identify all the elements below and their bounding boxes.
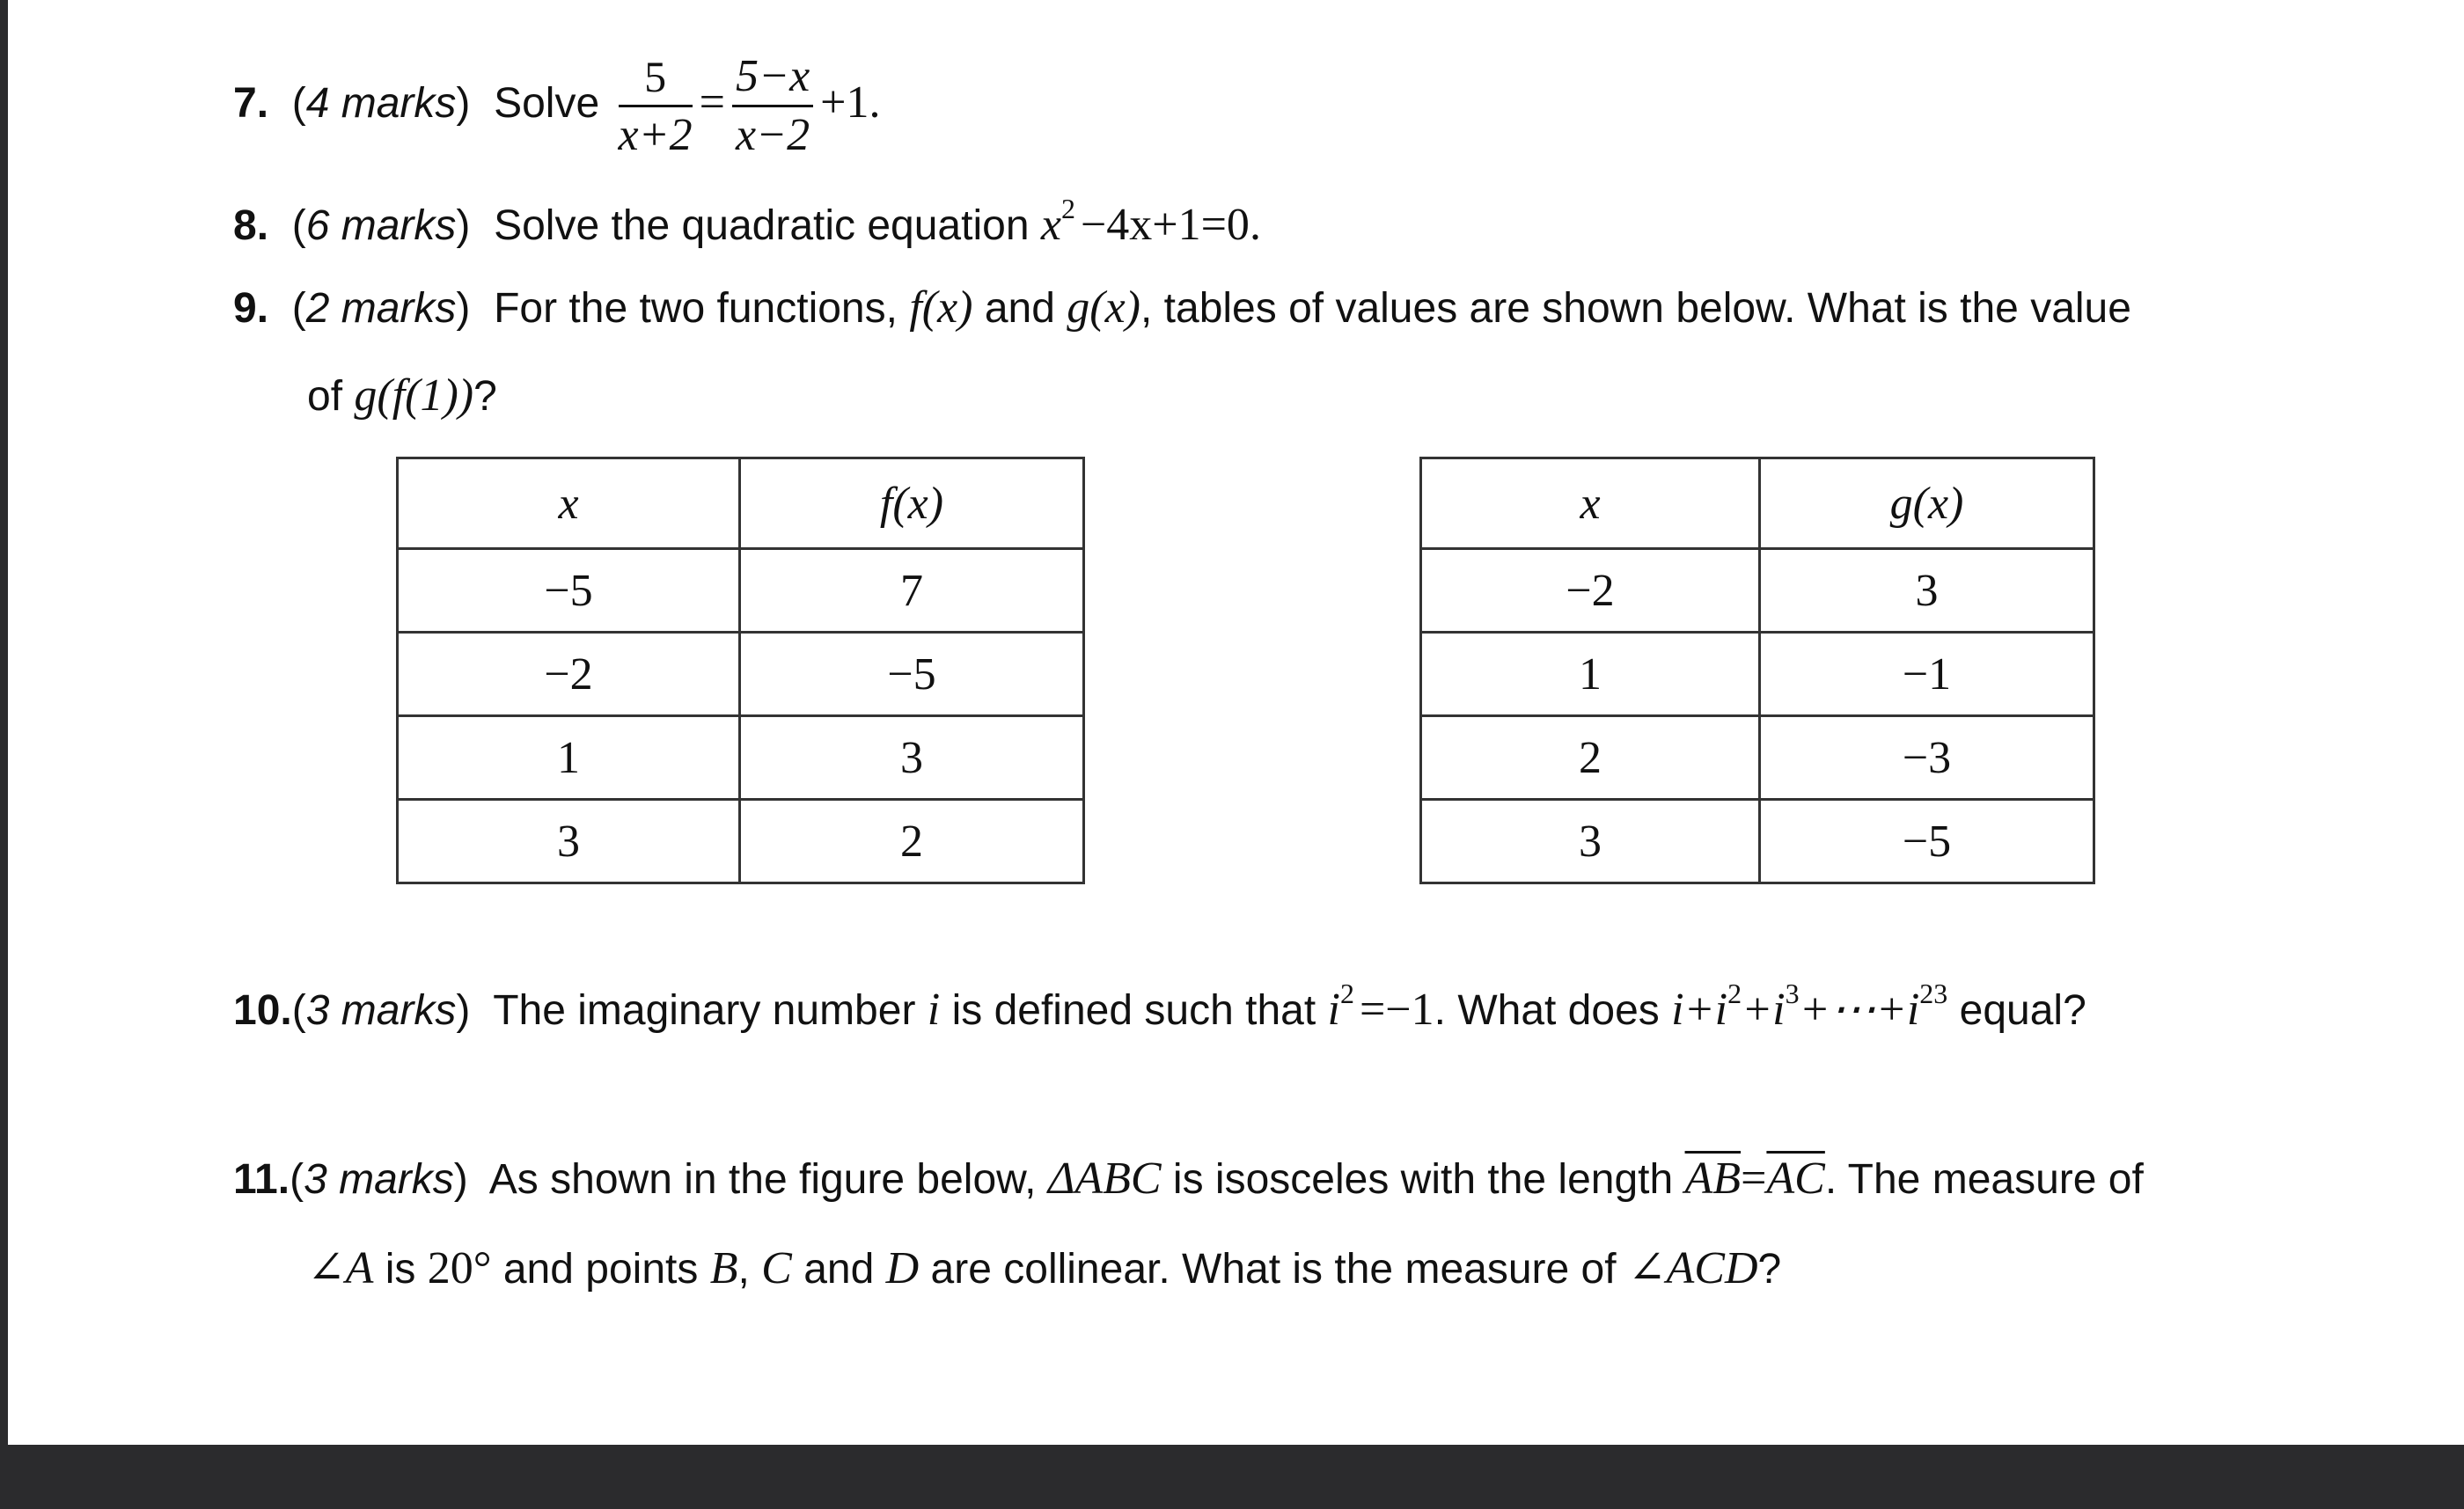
question-text: For the two functions, [494, 285, 898, 332]
def-base: i [1327, 985, 1340, 1035]
question-text-continued: and points [502, 1246, 699, 1293]
question-mark: ? [1757, 1246, 1782, 1293]
header-fx: f(x) [740, 458, 1084, 549]
table-row [1421, 716, 2094, 800]
sum-expression: i+i [1671, 985, 1728, 1035]
header-gx: g(x) [1760, 458, 2094, 549]
table-f [396, 457, 1085, 884]
g-expression: g(x) [1067, 282, 1140, 333]
segment-ab: $\overline{AB}$ [1684, 1154, 1742, 1204]
question-marks: 3 marks [305, 987, 457, 1034]
equals-sign: = [699, 77, 725, 128]
table-g [1419, 457, 2095, 884]
question-number: 8. [233, 202, 269, 249]
question-text: Solve [494, 80, 600, 127]
question-text-continued: . What does [1434, 987, 1660, 1034]
cell: −3 [1760, 716, 2094, 800]
cell: 3 [740, 716, 1084, 800]
question-marks: 2 marks [305, 285, 457, 332]
question-text: As shown in the figure below, [488, 1156, 1037, 1203]
table-header-row [398, 458, 1084, 549]
question-text: Solve the quadratic equation [494, 202, 1030, 249]
question-marks: 6 marks [305, 202, 457, 249]
exponent: 2 [1060, 193, 1075, 224]
composite-expression: g(f(1)) [354, 370, 474, 421]
question-text-continued: is defined such that [951, 987, 1316, 1034]
exponent: 2 [1727, 978, 1742, 1009]
angle-a: ∠A [307, 1243, 374, 1293]
table-row [1421, 549, 2094, 633]
cell: 2 [1421, 716, 1760, 800]
exponent: 2 [1339, 978, 1354, 1009]
equation-tail: +1. [820, 77, 881, 128]
header-x: x [1421, 458, 1760, 549]
table-row [1421, 800, 2094, 883]
question-marks: 3 marks [304, 1156, 454, 1203]
exponent: 3 [1785, 978, 1800, 1009]
point-d: D [885, 1243, 920, 1293]
question-text-continued: is isosceles with the length [1172, 1156, 1674, 1203]
table-row [398, 716, 1084, 800]
angle-measure: 20° [427, 1243, 492, 1293]
question-number: 11. [233, 1156, 290, 1203]
cell: 1 [1421, 633, 1760, 716]
question-10: 10.(3 marks) The imaginary number i is defined such that $i^2 =-1$. What does $i+i^2+i^3+\cdots+i^{23}$ equal? [233, 978, 2086, 1035]
cell: −5 [398, 549, 740, 633]
question-text-continued: . The measure of [1824, 1156, 2144, 1203]
question-mark: ? [473, 373, 497, 420]
cell: 1 [398, 716, 740, 800]
table-row [398, 633, 1084, 716]
equals-sign: = [1741, 1154, 1767, 1204]
cell: −5 [740, 633, 1084, 716]
angle-acd: ∠ACD [1627, 1243, 1758, 1293]
cell: 7 [740, 549, 1084, 633]
question-text: The imaginary number [493, 987, 916, 1034]
exponent: 23 [1919, 978, 1948, 1009]
point-b: B [709, 1243, 738, 1293]
document-page [8, 0, 2464, 1445]
is-word: is [385, 1246, 416, 1293]
cell: −5 [1760, 800, 2094, 883]
question-number: 7. [233, 80, 269, 127]
table-header-row [1421, 458, 2094, 549]
question-9: 9. (2 marks) For the two functions, f(x) and g(x), tables of values are shown below. What is the value [233, 282, 2131, 333]
question-text-end: equal? [1959, 987, 2086, 1034]
question-11: 11.(3 marks) As shown in the figure below, ΔABC is isosceles with the length $\overline{AB}=\overline{AC}$. The measure of [233, 1154, 2144, 1204]
question-text-continued: are collinear. What is the measure of [930, 1246, 1617, 1293]
of-word: of [307, 373, 343, 420]
equation-var: x [1040, 200, 1061, 250]
and-word: and [984, 285, 1055, 332]
equation-rest: −4x+1=0 [1080, 200, 1250, 250]
cell: −2 [1421, 549, 1760, 633]
and-word: and [803, 1246, 875, 1293]
sum-expression: +⋯+i [1799, 985, 1920, 1035]
imaginary-i: i [927, 985, 941, 1035]
cell: 3 [1421, 800, 1760, 883]
question-text-continued: , tables of values are shown below. What is the value [1140, 285, 2131, 332]
cell: 3 [1760, 549, 2094, 633]
fraction-left: $\frac{5}{x+2}$ [618, 51, 693, 160]
f-expression: f(x) [909, 282, 973, 333]
question-marks: 4 marks [305, 80, 457, 127]
question-9-line2 [307, 370, 497, 423]
comma: , [737, 1246, 750, 1293]
triangle-abc: ΔABC [1047, 1154, 1162, 1204]
cell: 2 [740, 800, 1084, 883]
question-number: 10. [233, 987, 292, 1034]
question-number: 9. [233, 285, 269, 332]
table-row [1421, 633, 2094, 716]
cell: −1 [1760, 633, 2094, 716]
question-11-line2 [307, 1242, 1781, 1296]
question-8: 8. (6 marks) Solve the quadratic equation $x^2 -4x+1=0$. [233, 193, 1261, 250]
segment-ac: $\overline{AC}$ [1766, 1154, 1825, 1204]
cell: −2 [398, 633, 740, 716]
header-x: x [398, 458, 740, 549]
def-rhs: =−1 [1359, 985, 1434, 1035]
point-c: C [761, 1243, 792, 1293]
sum-expression: +i [1742, 985, 1786, 1035]
table-row [398, 549, 1084, 633]
period: . [1249, 200, 1261, 250]
fraction-right: $\frac{5-x}{x-2}$ [732, 52, 813, 160]
table-row [398, 800, 1084, 883]
cell: 3 [398, 800, 740, 883]
question-7: 7. (4 marks) Solve $\frac{5}{x+2}$ = $\frac{5-x}{x-2}$ +1. [233, 50, 881, 160]
